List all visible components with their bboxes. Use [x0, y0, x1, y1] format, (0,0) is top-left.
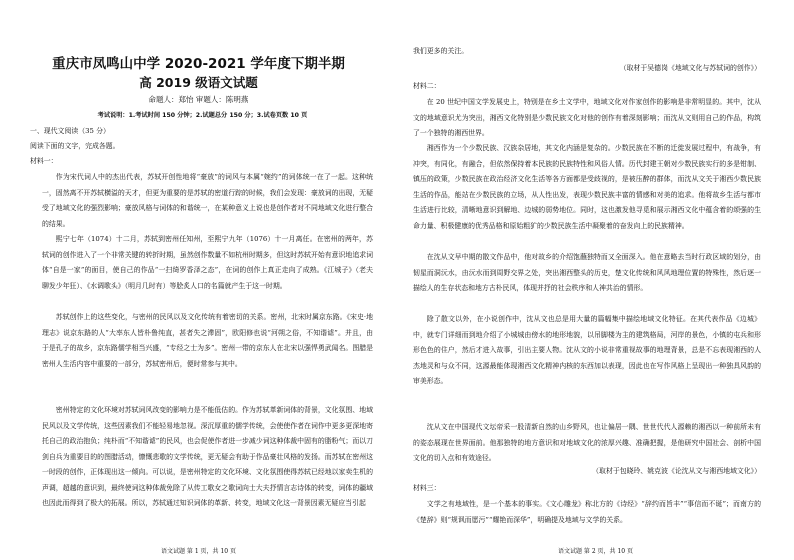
paragraph: 密州特定的文化环境对苏轼词风改变的影响力是不能低估的。作为苏轼革新词体的背景，文化氛围、地域民风以及文学传统，这些因素我们不能轻易地忽视。深沉厚重的儒学传统，会使使作者在词作中更多更深地寄托自己的政治抱负；纯朴而“不知谐谑”的民风，也会促使作者进一步减少词这种体裁中固有的脂粉气；而以刀剑自兵为重要目的的图腊活动，慷慨悲歌的文学传统，更无疑会有助于作品豪壮风格的发扬。而苏轼在密州这一时段的创作，正体现出这一倾向。可以说，是密州特定的文化环境、文化氛围使得苏轼已经地以家卖生机的声调，超越的意识到，最终使词这种体裁免除了从传工歌女之歌词向士大夫抒情言志诗体的转变，词体的疆域也因此而得到了极大的拓展。所以，苏轼通过知识词体的革新、转变，地域文化这一背景因素无疑应当引起: [42, 406, 373, 507]
source-citation: （取材于包晓玲、姚克波《论沈从文与湘西地域文化》）: [592, 467, 761, 475]
section-heading: 一、现代文阅读（35 分）: [30, 127, 110, 135]
instruction: 阅读下面的文字，完成各题。: [30, 142, 120, 150]
exam-subtitle: 高 2019 级语文试题: [139, 75, 258, 90]
paragraph: 在 20 世纪中国文学发展史上，特别是在乡土文学中，地域文化对作家创作的影响是非常明显的。其中，沈从文的地域意识尤为突出，湘西文化特别是少数民族文化对他的创作有着深刻影响；而沈从文则用自己的作品，构筑了一个独特的湘西世界。: [413, 98, 761, 137]
material1-label: 材料一：: [30, 157, 58, 165]
page-footer: 语文试题 第 1 页，共 10 页: [161, 548, 236, 555]
material2-label: 材料二：: [413, 82, 441, 90]
exam-authors: 命题人：郑怡 审题人：陈明燕: [148, 95, 249, 104]
material3-label: 材料三：: [413, 484, 441, 492]
paragraph: 在沈从文早中期的散文作品中，他对故乡的介绍饱蘸独特而又全面深入。他在意略去当时行政区域的划分，由韧星而洞沅水，由沅水而到周野交界之处，突出湘西整头的历史，楚文化传统和风风地理位置的特殊性，然后逐一描绘人的生存状态和地方古朴民风，体现并抒的社会秩序和人神共治的情形。: [413, 253, 761, 292]
paragraph: 作为宋代词人中的杰出代表，苏轼开创性地将“豪放”的词风与本属“婉约”的词体统一在了一起。这种统一，固然离不开苏轼横溢的天才，但更为重要的是苏轼的密道行踪的时候，我们会发现：豪放词的出现，无疑受了地域文化的强烈影响；豪放风格与词体的和谐统一，在某种意义上说也是创作者对不同地域文化进行整合的结果。: [42, 173, 373, 228]
paragraph: 文学之有地域性，是一个基本的事实。《文心雕龙》称北方的《诗经》“辞约而旨丰”“事信而不诞”；而南方的《楚辞》则“规讽而愿污”“耀艳而深华”，明确提及地域与文学的关系。: [413, 500, 761, 524]
right-page: [397, 0, 794, 560]
paragraph: 湘西作为一个少数民族、汉族杂居地，其文化内涵是复杂的。少数民族在不断的迁徙发展过程中，有战争，有冲突，有同化，有融合，但依然保持着本民族的民族特性和风俗人情。历代封建王朝对少数民族实行的多是钳制、镇压的政策，少数民族在政治经济文化生活等各方面都是受歧视的，是被压醉的群体，而沈从文关于湘西少数民族生活的作品，能站在少数民族的立场，从人性出发，表现少数民族丰富的情感和对美的追求。他将故乡生活与都市生活进行比较，清晰地意识到解地、边城的弱势地位。同时，这也激发他寻觅和展示湘西文化中蕴含着的颂强的生命力量、积极健康的优秀品格和原始粗犷的少数民族生活中凝聚着的奋发向上的民族精神。: [413, 144, 761, 230]
source-citation: （取材于吴德岗《地域文化与苏轼词的创作》）: [619, 64, 761, 72]
continued-text: 我们更多的关注。: [413, 47, 469, 55]
paragraph: 苏轼创作上的这些变化，与密州的民风以及文化传统有着密切的关系。密州，北宋时属京东路。《宋史·地理志》说京东路的人“大率东人皆朴鲁纯直，甚者失之滞固”，欧阳修也说“河朔之俗，不知谐谑”。并且，由于是孔子的故乡，京东路儒学相当兴盛，“专经之士为多”。密州一带的京东人在北宋以强悍勇武闻名。图腊是密州人生活内容中重要的一部分，苏轼密州后，便时常参与其中。: [42, 313, 373, 368]
paragraph: 熙宁七年（1074）十二月，苏轼到密州任知州，至熙宁九年（1076）十一月离任。在密州的两年，苏轼词的创作进入了一个非常关键的转折时期，虽然创作数量不如杭州时期多，但这时苏轼开始有意识地追求词体“自是一家”的面目，使自己的作品“一扫绮罗香泽之态”，在词的创作上真正走向了成熟。《江城子》（老夫聊发少年狂）、《水调歌头》（明月几时有）等脍炙人口的名篇就产生于这一时期。: [42, 235, 373, 290]
paragraph: 沈从文在中国现代文坛帝采一股清新自然的山乡野风，也让偏居一隅、世世代代人源赖的湘西以一种前所未有的姿态展现在世界面前。他那独特的地方意识和对地域文化的浓厚兴趣、准确把握，是他研究中国社会、剖析中国文化的切入点和有效途径。: [413, 423, 761, 462]
exam-title: 重庆市凤鸣山中学 2020-2021 学年度下期半期: [52, 56, 345, 72]
paragraph: 除了散文以外，在小说创作中，沈从文也总是用大量的篇幅集中描绘地域文化特征。在其代表作品《边城》中，就专门详细而到地介绍了小城城由傍水的地形地貌，以吊脚楼为主的建筑格局，河岸的景色，小镇的屯兵和形形色色的住户，然后才进入故事，引出主要人物。沈从文的小说非常重视故事的地理背景，总是不忘表现湘西的人杰地灵和与众不同，这源最能体现湘西文化精神内核的东西加以表现，因此也在写作风格上呈现出一种独具风韵的审美形态。: [413, 315, 761, 385]
exam-notes: 考试说明：1.考试时间 150 分钟；2.试题总分 150 分；3.试卷页数 10 页: [97, 112, 308, 119]
page-footer: 语文试题 第 2 页，共 10 页: [558, 548, 633, 555]
